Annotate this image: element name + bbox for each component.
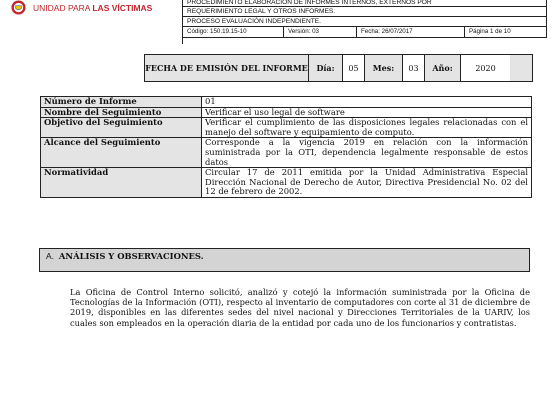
document-header	[0, 0, 545, 44]
table-row	[41, 168, 532, 198]
year-value: 2020	[461, 55, 510, 81]
row-value: 01	[202, 97, 532, 108]
section-letter: A.	[46, 251, 54, 261]
row-label: Número de Informe	[41, 97, 202, 108]
table-row	[41, 97, 532, 108]
analysis-paragraph: La Oficina de Control Interno solicitó, analizó y cotejó la información suministrada por la Oficina de Tecnologías de la Información (OTI), respecto al inventario de computadores con corte al 31 de diciembre de 2019, disponibles en las diferentes sedes del nivel nacional y Direcciones Territoriales de la UARIV, los cuales son empleados en la operación diaria de la entidad por cada uno de los funcionarios y contratistas.	[70, 287, 530, 328]
row-value: Verificar el cumplimiento de las disposiciones legales relacionadas con el manejo del software y equipamiento de computo.	[202, 118, 532, 138]
report-info-table	[40, 96, 532, 198]
month-value: 03	[403, 55, 425, 81]
emission-date-box	[144, 54, 533, 82]
row-value: Verificar el uso legal de software	[202, 107, 532, 118]
row-label: Nombre del Seguimiento	[41, 107, 202, 118]
doc-version: Versión: 03	[284, 27, 357, 37]
section-title: ANÁLISIS Y OBSERVACIONES.	[58, 251, 204, 261]
table-row	[41, 138, 532, 168]
process-name: PROCESO EVALUACIÓN INDEPENDIENTE.	[183, 17, 546, 27]
procedure-line-2: REQUERIMIENTO LEGAL Y OTROS INFORMES.	[183, 7, 546, 17]
unit-logo-text: UNIDAD PARA LAS VÍCTIMAS	[33, 3, 153, 13]
table-row	[41, 107, 532, 118]
row-label: Objetivo del Seguimiento	[41, 118, 202, 138]
row-value: Corresponde a la vigencia 2019 en relación con la información suministrada por la OTI, dependencia legalmente responsable de estos datos	[202, 138, 532, 168]
year-label: Año:	[425, 55, 461, 81]
coat-of-arms-icon	[11, 0, 26, 15]
doc-code: Código: 150.19.15-10	[183, 27, 284, 37]
doc-date: Fecha: 26/07/2017	[357, 27, 465, 37]
procedure-line-1: PROCEDIMIENTO ELABORACIÓN DE INFORMES INTERNOS, EXTERNOS POR	[183, 0, 546, 7]
logo-cell	[0, 0, 183, 44]
document-meta-row	[183, 27, 546, 38]
day-label: Día:	[309, 55, 343, 81]
page-number: Página 1 de 10	[469, 28, 511, 35]
row-value: Circular 17 de 2011 emitida por la Unidad Administrativa Especial Dirección Nacional de Derecho de Autor, Directiva Presidencial No. 02 del 12 de febrero de 2002.	[202, 168, 532, 198]
row-label: Normatividad	[41, 168, 202, 198]
table-row	[41, 118, 532, 138]
day-value: 05	[343, 55, 365, 81]
header-rows	[182, 0, 547, 38]
emission-title: FECHA DE EMISIÓN DEL INFORME	[145, 55, 309, 81]
row-label: Alcance del Seguimiento	[41, 138, 202, 168]
month-label: Mes:	[365, 55, 403, 81]
section-a-heading	[39, 248, 530, 272]
